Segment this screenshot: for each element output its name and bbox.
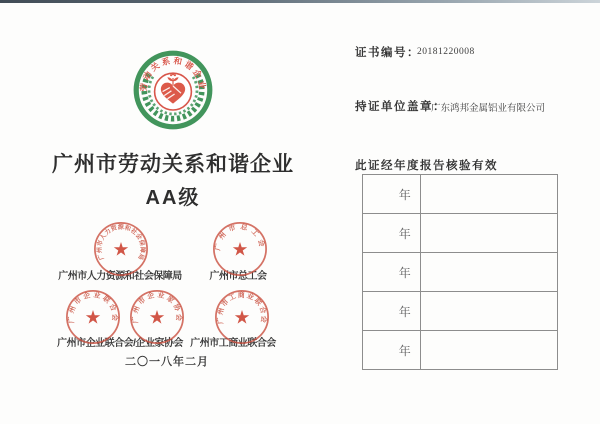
verify-note: 此证经年度报告核验有效 — [355, 160, 498, 172]
verification-blank-cell — [420, 253, 557, 292]
seal-star-icon — [114, 242, 128, 256]
seal-star-icon — [235, 310, 249, 324]
agency-label-commerce: 广州市工商业联合会 — [190, 338, 276, 349]
table-row — [363, 253, 558, 292]
svg-text:广州市人力资源和社会保障局: 广州市人力资源和社会保障局 — [96, 224, 146, 261]
holder-stamp-label: 持证单位盖章： — [355, 101, 446, 113]
seal-trade-union — [211, 220, 269, 278]
table-row — [363, 214, 558, 253]
certificate-grade: AA级 — [145, 187, 201, 209]
scan-edge-line — [0, 0, 600, 3]
seal-star-icon — [86, 310, 100, 324]
cert-number-label: 证书编号： — [355, 47, 420, 59]
issue-date: 二〇一八年二月 — [125, 356, 209, 368]
year-cell: 年 — [363, 331, 421, 370]
svg-text:广州市总工会: 广州市总工会 — [214, 223, 266, 252]
verification-blank-cell — [420, 175, 557, 214]
seal-entrepreneurs-association — [128, 288, 186, 346]
cert-number-value: 20181220008 — [417, 47, 475, 57]
seal-commerce-federation — [213, 288, 271, 346]
verification-blank-cell — [420, 292, 557, 331]
seal-star-icon — [150, 310, 164, 324]
agency-label-hrss: 广州市人力资源和社会保障局 — [58, 271, 182, 282]
table-row — [363, 292, 558, 331]
annual-verification-table — [362, 174, 558, 370]
svg-text:广州市企业家协会: 广州市企业家协会 — [131, 291, 183, 324]
seal-star-icon — [233, 242, 247, 256]
table-row — [363, 331, 558, 370]
year-cell: 年 — [363, 214, 421, 253]
harmony-emblem — [133, 50, 213, 130]
holder-company-name: 广东鸿邦金属铝业有限公司 — [431, 104, 546, 114]
year-cell: 年 — [363, 253, 421, 292]
verification-blank-cell — [420, 214, 557, 253]
agency-label-union: 广州市总工会 — [209, 271, 267, 282]
agency-label-enterprise: 广州市企业联合会/企业家协会 — [57, 338, 183, 349]
year-cell: 年 — [363, 175, 421, 214]
svg-text:广州市工商业联合会: 广州市工商业联合会 — [216, 292, 268, 325]
table-row — [363, 175, 558, 214]
year-cell: 年 — [363, 292, 421, 331]
harmony-emblem-graphic — [133, 50, 213, 130]
certificate-title: 广州市劳动关系和谐企业 — [52, 153, 294, 176]
seal-hrss-bureau — [92, 220, 150, 278]
seal-enterprise-federation — [64, 288, 122, 346]
svg-text:广州市企业联合会: 广州市企业联合会 — [67, 291, 119, 324]
verification-blank-cell — [420, 331, 557, 370]
emblem-arc-text: 劳动关系和谐企业 — [138, 55, 208, 93]
